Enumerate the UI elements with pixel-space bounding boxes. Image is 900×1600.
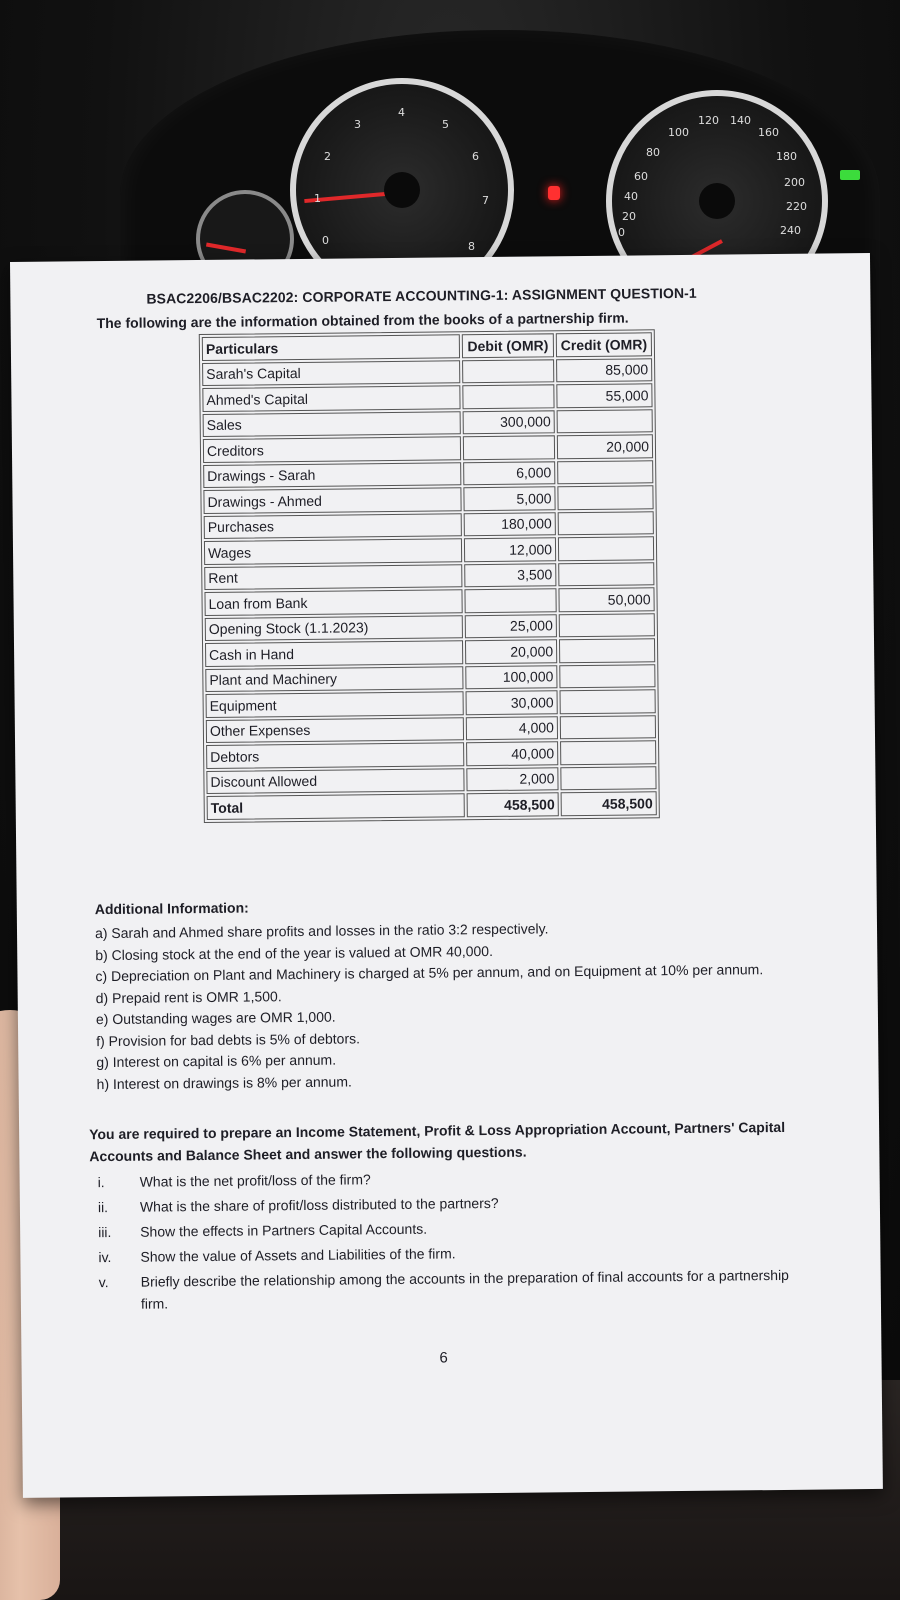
tach-number: 4 — [398, 106, 405, 119]
row-debit: 25,000 — [465, 614, 557, 638]
additional-info-item: c) Depreciation on Plant and Machinery is charged at 5% per annum, and on Equipment at 10% per annum. — [95, 961, 764, 985]
speedo-number: 60 — [634, 170, 648, 183]
row-credit: 55,000 — [556, 383, 652, 408]
table-row — [204, 511, 654, 539]
table-row — [204, 562, 654, 590]
tach-number: 2 — [324, 150, 331, 163]
row-particular: Drawings - Ahmed — [203, 487, 461, 513]
table-row — [204, 587, 654, 615]
row-credit: 20,000 — [557, 434, 653, 459]
row-debit: 300,000 — [463, 410, 555, 434]
speedo-number: 160 — [758, 126, 779, 139]
row-credit — [560, 715, 656, 740]
indicator-light-icon — [840, 170, 860, 180]
row-particular: Plant and Machinery — [205, 666, 463, 692]
speedo-number: 220 — [786, 200, 807, 213]
row-particular: Sales — [203, 411, 461, 437]
additional-info-title: Additional Information: — [94, 899, 249, 918]
question-number: iv. — [98, 1248, 112, 1266]
row-credit — [557, 409, 653, 434]
speedo-number: 240 — [780, 224, 801, 237]
table-row — [205, 613, 655, 641]
row-particular: Purchases — [204, 513, 462, 539]
question-item — [92, 1189, 792, 1218]
warning-light-icon — [548, 186, 560, 200]
row-debit: 4,000 — [466, 716, 558, 740]
document-intro: The following are the information obtained from the books of a partnership firm. — [96, 309, 629, 332]
additional-info-list — [95, 916, 787, 1095]
row-credit — [559, 664, 655, 689]
speedo-number: 0 — [618, 226, 625, 239]
question-item — [92, 1164, 792, 1193]
document-heading: BSAC2206/BSAC2202: CORPORATE ACCOUNTING-1: ASSIGNMENT QUESTION-1 — [146, 284, 697, 307]
row-debit — [462, 384, 554, 408]
row-debit: 2,000 — [466, 767, 558, 791]
row-credit — [558, 536, 654, 561]
tach-number: 1 — [314, 192, 321, 205]
row-debit — [462, 359, 554, 383]
row-credit — [557, 485, 653, 510]
additional-info-item: b) Closing stock at the end of the year is valued at OMR 40,000. — [95, 942, 493, 963]
speedo-number: 80 — [646, 146, 660, 159]
tach-number: 7 — [482, 194, 489, 207]
row-particular: Debtors — [206, 742, 464, 768]
page-number: 6 — [439, 1349, 448, 1367]
row-debit: 12,000 — [464, 537, 556, 561]
speedo-number: 120 — [698, 114, 719, 127]
speedometer-hub — [699, 183, 735, 219]
row-credit — [560, 740, 656, 765]
additional-info-item: e) Outstanding wages are OMR 1,000. — [95, 1008, 336, 1028]
question-number: iii. — [98, 1223, 112, 1241]
row-debit: 40,000 — [466, 741, 558, 765]
row-particular: Creditors — [203, 436, 461, 462]
row-particular: Cash in Hand — [205, 640, 463, 666]
speedo-number: 180 — [776, 150, 797, 163]
row-debit: 30,000 — [466, 690, 558, 714]
table-row — [203, 460, 653, 488]
row-particular: Equipment — [206, 691, 464, 717]
additional-info-item: h) Interest on drawings is 8% per annum. — [96, 1072, 352, 1092]
row-credit — [558, 562, 654, 587]
row-debit — [463, 435, 555, 459]
header-credit: Credit (OMR) — [556, 332, 652, 357]
speedo-number: 200 — [784, 176, 805, 189]
table-row — [202, 383, 652, 411]
table-row — [205, 638, 655, 666]
row-particular: Sarah's Capital — [202, 360, 460, 386]
tach-number: 6 — [472, 150, 479, 163]
row-particular: Rent — [204, 564, 462, 590]
table-row — [206, 740, 656, 768]
question-text: Show the effects in Partners Capital Accounts. — [140, 1220, 428, 1240]
total-label: Total — [207, 793, 465, 819]
trial-balance-table — [199, 329, 660, 822]
row-particular: Wages — [204, 538, 462, 564]
table-row — [204, 536, 654, 564]
row-debit: 5,000 — [463, 486, 555, 510]
additional-info-item: a) Sarah and Ahmed share profits and losses in the ratio 3:2 respectively. — [94, 920, 549, 942]
speedo-number: 20 — [622, 210, 636, 223]
row-credit — [559, 638, 655, 663]
row-debit — [464, 588, 556, 612]
question-item — [92, 1214, 792, 1243]
tachometer-hub — [384, 172, 420, 208]
table-row — [206, 766, 656, 794]
row-credit — [559, 613, 655, 638]
row-particular: Other Expenses — [206, 717, 464, 743]
question-text: Show the value of Assets and Liabilities of the firm. — [140, 1245, 456, 1265]
question-item — [92, 1239, 792, 1268]
question-number: v. — [98, 1274, 109, 1291]
row-particular: Ahmed's Capital — [202, 385, 460, 411]
row-credit — [557, 460, 653, 485]
row-credit — [558, 511, 654, 536]
question-list — [92, 1164, 794, 1318]
tach-number: 5 — [442, 118, 449, 131]
table-body — [202, 358, 657, 820]
row-credit: 50,000 — [558, 587, 654, 612]
row-debit: 100,000 — [465, 665, 557, 689]
row-debit: 20,000 — [465, 639, 557, 663]
table-row — [202, 358, 652, 386]
row-credit: 85,000 — [556, 358, 652, 383]
row-particular: Discount Allowed — [206, 768, 464, 794]
table-header-row — [202, 332, 652, 360]
additional-info-item: f) Provision for bad debts is 5% of debtors. — [96, 1029, 361, 1049]
table-row — [205, 664, 655, 692]
table-total-row — [207, 791, 657, 819]
assignment-paper — [10, 253, 883, 1498]
header-debit: Debit (OMR) — [462, 333, 554, 357]
row-particular: Opening Stock (1.1.2023) — [205, 615, 463, 641]
question-text: What is the net profit/loss of the firm? — [139, 1171, 371, 1190]
header-particulars: Particulars — [202, 334, 460, 360]
question-text: Briefly describe the relationship among the accounts in the preparation of final accounts for a partnership firm. — [140, 1266, 789, 1312]
paper-content — [10, 253, 883, 1498]
question-number: i. — [97, 1174, 105, 1191]
question-text: What is the share of profit/loss distributed to the partners? — [139, 1194, 499, 1215]
question-number: ii. — [97, 1199, 109, 1216]
table-row — [203, 434, 653, 462]
additional-info-item: g) Interest on capital is 6% per annum. — [96, 1051, 337, 1071]
row-debit: 6,000 — [463, 461, 555, 485]
total-debit: 458,500 — [467, 792, 559, 816]
total-credit: 458,500 — [561, 791, 657, 816]
speedo-number: 140 — [730, 114, 751, 127]
fuel-gauge-needle — [206, 243, 246, 254]
row-debit: 180,000 — [464, 512, 556, 536]
table-row — [206, 715, 656, 743]
speedo-number: 40 — [624, 190, 638, 203]
row-particular: Loan from Bank — [204, 589, 462, 615]
speedo-number: 100 — [668, 126, 689, 139]
row-credit — [560, 689, 656, 714]
question-item — [93, 1264, 793, 1315]
tach-number: 3 — [354, 118, 361, 131]
required-instructions: You are required to prepare an Income Statement, Profit & Loss Appropriation Account, Partners' Capital Accounts and Balance Sheet and answer the following questions. — [89, 1118, 786, 1165]
tach-number: 0 — [322, 234, 329, 247]
tach-number: 8 — [468, 240, 475, 253]
additional-info-item: d) Prepaid rent is OMR 1,500. — [95, 987, 282, 1006]
table-row — [203, 485, 653, 513]
row-particular: Drawings - Sarah — [203, 462, 461, 488]
row-credit — [560, 766, 656, 791]
row-debit: 3,500 — [464, 563, 556, 587]
table-row — [206, 689, 656, 717]
table-row — [203, 409, 653, 437]
